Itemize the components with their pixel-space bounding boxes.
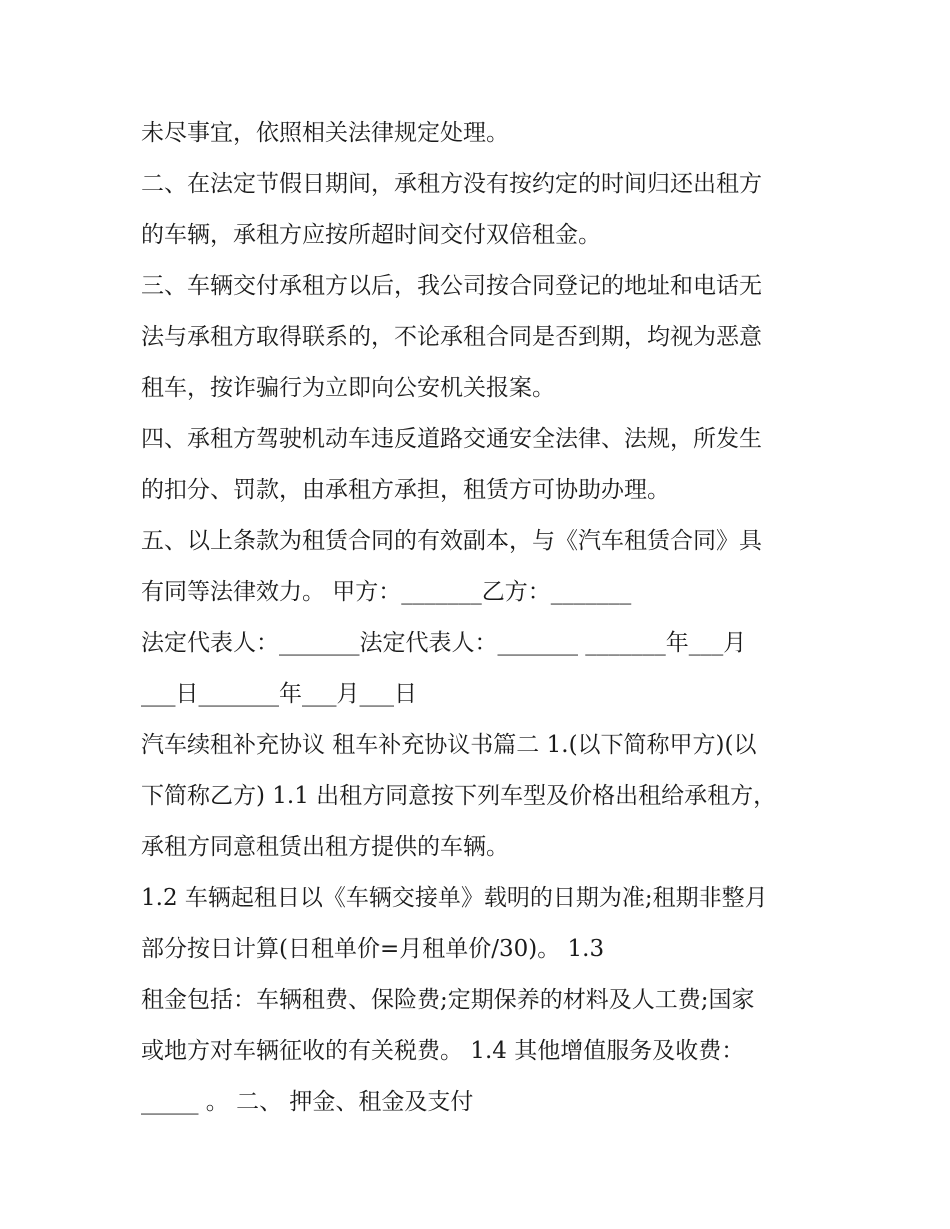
signature-line: 有同等法律效力。 甲方：_______乙方：_______ [141, 579, 632, 605]
text-line: 下简称乙方) 1.1 出租方同意按下列车型及价格出租给承租方， [141, 783, 777, 809]
text-line: 的扣分、罚款，由承租方承担，租赁方可协助办理。 [141, 477, 670, 503]
text-line: 部分按日计算(日租单价=月租单价/30)。 1.3 [141, 936, 605, 962]
text-line: 五、以上条款为租赁合同的有效副本，与《汽车租赁合同》具 [141, 528, 762, 554]
text-line: 租车，按诈骗行为立即向公安机关报案。 [141, 375, 555, 401]
text-line: 或地方对车辆征收的有关税费。 1.4 其他增值服务及收费： [141, 1038, 745, 1064]
text-line: 汽车续租补充协议 租车补充协议书篇二 1.(以下简称甲方)(以 [141, 732, 757, 758]
document-body [141, 108, 821, 1128]
date-line: ___日_______年___月___日 [141, 681, 417, 707]
representative-line: 法定代表人：_______法定代表人：_______ _______年___月 [141, 630, 747, 656]
text-line: 承租方同意租赁出租方提供的车辆。 [141, 834, 509, 860]
text-line: 三、车辆交付承租方以后，我公司按合同登记的地址和电话无 [141, 273, 762, 299]
text-line: 的车辆，承租方应按所超时间交付双倍租金。 [141, 222, 601, 248]
text-line: 未尽事宜，依照相关法律规定处理。 [141, 120, 509, 146]
text-line: 1.2 车辆起租日以《车辆交接单》载明的日期为准;租期非整月 [141, 885, 768, 911]
text-line: 租金包括：车辆租费、保险费;定期保养的材料及人工费;国家 [141, 987, 755, 1013]
text-line: 二、在法定节假日期间，承租方没有按约定的时间归还出租方 [141, 171, 762, 197]
text-line: 四、承租方驾驶机动车违反道路交通安全法律、法规，所发生 [141, 426, 762, 452]
text-line: _____ 。 二、 押金、租金及支付 [141, 1089, 474, 1115]
text-line: 法与承租方取得联系的，不论承租合同是否到期，均视为恶意 [141, 324, 762, 350]
